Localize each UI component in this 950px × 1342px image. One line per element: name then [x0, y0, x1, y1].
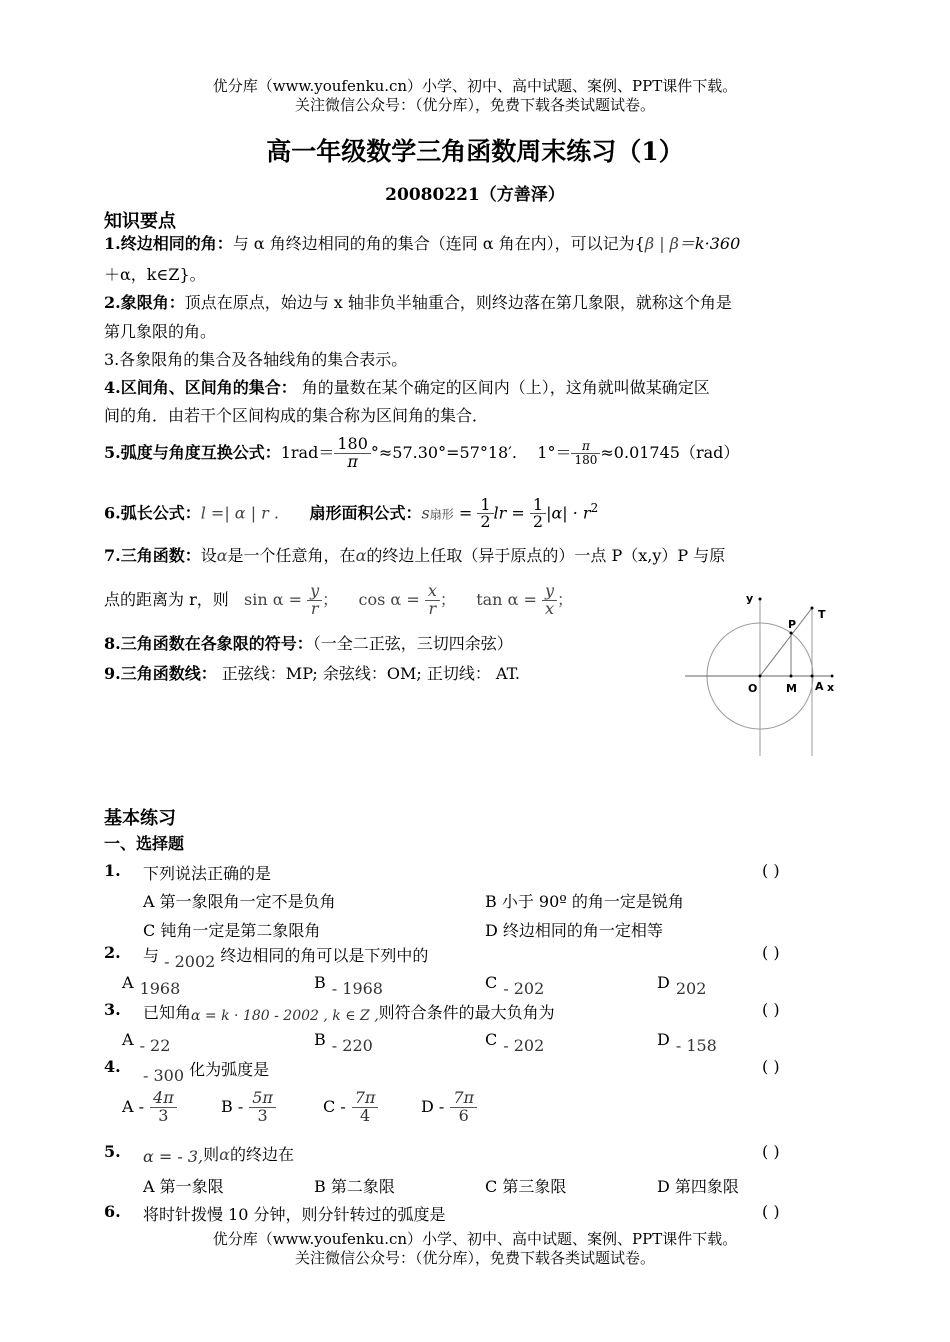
sector-s: s [421, 503, 430, 523]
q3-pre: 已知角 [143, 1003, 192, 1022]
cos-label: cos α = [358, 590, 425, 609]
semicolon: ； [557, 590, 574, 609]
x-point [831, 675, 834, 678]
frac-den: 3 [158, 1105, 169, 1125]
q4-option-c [323, 1090, 378, 1125]
fraction-y-x [542, 583, 557, 618]
opt-label: A - [122, 1096, 145, 1116]
q2-angle: - 2002 [164, 952, 216, 971]
q5-body-2: 的终边在 [229, 1145, 294, 1164]
q5-option-c: C 第三象限 [485, 1177, 567, 1196]
item-4-label: 4.区间角、区间角的集合： [104, 378, 297, 397]
q1-option-a: A 第一象限角一定不是负角 [143, 892, 336, 911]
q3-option-b [314, 1030, 373, 1055]
alpha-symbol: α [216, 546, 228, 565]
q2-answer-blank: ( ) [762, 943, 780, 962]
q5-option-a: A 第一象限 [143, 1177, 224, 1196]
opt-value: - 220 [331, 1036, 373, 1055]
point-t [811, 607, 814, 610]
frac-num: π [571, 440, 600, 454]
label-t: T [818, 608, 826, 621]
q5-body: 则 [203, 1145, 220, 1164]
label-m: M [786, 682, 797, 695]
frac-den: 4 [359, 1105, 371, 1125]
fraction-half-2 [530, 494, 546, 532]
footer-line-2: 关注微信公众号：（优分库），免费下载各类试题试卷。 [294, 1249, 655, 1267]
fraction-180-pi [334, 436, 371, 471]
frac-num: 1 [477, 497, 493, 515]
opt-label: A [122, 973, 134, 992]
point-m [790, 675, 793, 678]
cos-formula [358, 581, 456, 618]
knowledge-item-5 [104, 436, 739, 471]
q5-number: 5. [104, 1142, 121, 1161]
opt-label: B - [221, 1096, 244, 1116]
opt-value: - 22 [139, 1036, 171, 1055]
item-9-text: 正弦线：MP; 余弦线：OM; 正切线： AT. [216, 664, 521, 683]
q1-option-d: D 终边相同的角一定相等 [485, 921, 663, 940]
opt-value: 1968 [139, 979, 181, 998]
q4-option-d [421, 1090, 477, 1125]
opt-fraction [249, 1090, 276, 1125]
knowledge-item-7 [104, 544, 725, 568]
opt-fraction [450, 1090, 477, 1125]
item-5-label: 5.弧度与角度互换公式： [104, 442, 281, 462]
item-8-label: 8.三角函数在各象限的符号： [104, 634, 313, 653]
item-6-label: 6.弧长公式： [104, 503, 201, 523]
knowledge-item-3: 3.各象限角的集合及各轴线角的集合表示。 [104, 350, 408, 369]
sector-subscript: 扇形 [429, 507, 454, 522]
point-o [759, 675, 762, 678]
opt-value: - 1968 [331, 979, 383, 998]
item-7-text: 设 [200, 546, 217, 565]
label-y: y [746, 592, 754, 605]
fraction-pi-180 [571, 440, 600, 466]
item-1-set: β | β [644, 234, 679, 253]
opt-label: B [314, 1030, 326, 1049]
arc-length-formula: l =| α | r . [200, 503, 279, 523]
opt-label: A [122, 1030, 134, 1049]
item-8-text: （一全二正弦，三切四余弦） [312, 634, 513, 653]
frac-num: y [542, 583, 557, 601]
opt-value: - 202 [503, 1036, 545, 1055]
opt-label: B [314, 973, 326, 992]
fraction-x-r [425, 583, 440, 618]
frac-num: 5π [249, 1090, 276, 1108]
q2-option-d [657, 973, 707, 998]
frac-den: x [544, 599, 554, 618]
item-5-deg: °≈57.30°=57°18′. [370, 442, 517, 462]
knowledge-item-2-cont: 第几象限的角。 [104, 322, 217, 341]
q1-text: 下列说法正确的是 [143, 864, 272, 883]
frac-num: 1 [530, 497, 546, 515]
item-6-label-2: 扇形面积公式： [309, 503, 422, 523]
q2-option-a [122, 973, 181, 998]
frac-den: π [347, 451, 358, 471]
q6-answer-blank: ( ) [762, 1202, 780, 1221]
tan-formula [476, 581, 574, 618]
header-line-2: 关注微信公众号：（优分库），免费下载各类试题试卷。 [294, 96, 655, 114]
frac-den: 2 [480, 512, 491, 532]
q4-answer-blank: ( ) [762, 1057, 780, 1076]
knowledge-item-7-cont [104, 580, 573, 620]
alpha-symbol: α [355, 546, 367, 565]
item-5-rad: 1rad＝ [280, 442, 335, 462]
q3-text [143, 1000, 555, 1023]
q4-text [143, 1057, 270, 1085]
item-1-text: 与 α 角终边相同的角的集合（连同 α 角在内），可以记为{ [232, 234, 645, 253]
practice-heading: 基本练习 [104, 808, 176, 829]
q1-answer-blank: ( ) [762, 861, 780, 880]
frac-num: 7π [352, 1090, 379, 1108]
item-7-label: 7.三角函数： [104, 546, 201, 565]
item-1-eq: ＝k·360 [678, 234, 741, 253]
q5-answer-blank: ( ) [762, 1142, 780, 1161]
q3-option-c [485, 1030, 545, 1055]
q3-body: 则符合条件的最大负角为 [378, 1003, 555, 1022]
item-7-cont-text: 点的距离为 r，则 [104, 590, 229, 609]
frac-num: 4π [150, 1090, 177, 1108]
knowledge-item-4-cont: 间的角．由若干个区间构成的集合称为区间角的集合． [104, 406, 489, 425]
frac-num: 7π [450, 1090, 477, 1108]
q4-angle: - 300 [143, 1066, 185, 1085]
label-o: O [748, 682, 758, 695]
q4-option-b [221, 1090, 276, 1125]
frac-num: 180 [334, 436, 371, 454]
sin-formula [244, 581, 339, 618]
semicolon: ； [439, 590, 456, 609]
unit-circle-diagram [680, 588, 850, 760]
q2-pre: 与 [143, 946, 160, 965]
page-subtitle: 20080221（方善泽） [385, 185, 565, 205]
point-p [790, 632, 793, 635]
opt-value: - 158 [675, 1036, 717, 1055]
terminal-side [760, 608, 812, 676]
q1-option-c: C 钝角一定是第二象限角 [143, 921, 321, 940]
q1-number: 1. [104, 861, 121, 880]
opt-value: 202 [675, 979, 707, 998]
opt-label: D - [421, 1096, 445, 1116]
knowledge-item-1 [104, 232, 740, 256]
knowledge-item-4 [104, 376, 710, 400]
label-a: A [815, 680, 824, 693]
sector-eq: = [453, 503, 478, 523]
frac-num: y [307, 583, 322, 601]
y-point [759, 598, 762, 601]
footer-line-1: 优分库（www.youfenku.cn）小学、初中、高中试题、案例、PPT课件下载。 [212, 1230, 738, 1248]
opt-fraction [150, 1090, 177, 1125]
q5-formula: α = - 3, [143, 1147, 204, 1166]
sector-lr: lr = [493, 503, 530, 523]
q6-number: 6. [104, 1202, 121, 1221]
fraction-half-1 [477, 494, 493, 532]
q5-option-d: D 第四象限 [657, 1177, 739, 1196]
item-7-text-3: 的终边上任取（异于原点的）一点 P（x,y）P 与原 [366, 546, 726, 565]
sector-square: 2 [590, 501, 599, 515]
header-line-1: 优分库（www.youfenku.cn）小学、初中、高中试题、案例、PPT课件下载。 [212, 77, 738, 95]
q3-option-d [657, 1030, 717, 1055]
q1-option-b: B 小于 90º 的角一定是锐角 [485, 892, 684, 911]
item-5-one-deg: 1°＝ [537, 442, 572, 462]
frac-den: 3 [257, 1105, 268, 1125]
frac-den: 180 [574, 452, 598, 467]
opt-label: D [657, 973, 670, 992]
semicolon: ； [322, 590, 339, 609]
opt-fraction [352, 1090, 379, 1125]
q6-text: 将时针拨慢 10 分钟，则分针转过的弧度是 [143, 1205, 446, 1224]
item-4-text: 角的量数在某个确定的区间内（上），这角就叫做某确定区 [296, 378, 710, 397]
q3-answer-blank: ( ) [762, 1000, 780, 1019]
frac-den: 2 [532, 512, 544, 532]
knowledge-item-8 [104, 632, 513, 656]
item-7-text-2: 是一个任意角，在 [227, 546, 356, 565]
item-2-text: 顶点在原点，始边与 x 轴非负半轴重合，则终边落在第几象限，就称这个角是 [184, 293, 732, 312]
opt-label: D [657, 1030, 670, 1049]
q3-option-a [122, 1030, 171, 1055]
item-9-label: 9.三角函数线： [104, 664, 217, 683]
frac-den: r [310, 599, 319, 618]
alpha-symbol: α [219, 1145, 230, 1164]
fraction-y-r [307, 583, 322, 618]
q4-number: 4. [104, 1057, 121, 1076]
point-a [811, 675, 814, 678]
item-5-value: ≈0.01745（rad） [600, 442, 740, 462]
knowledge-item-9 [104, 662, 520, 686]
q5-option-b: B 第二象限 [314, 1177, 395, 1196]
q2-body: 终边相同的角可以是下列中的 [220, 946, 429, 965]
item-2-label: 2.象限角： [104, 293, 185, 312]
label-p: P [788, 618, 797, 631]
knowledge-item-6 [104, 496, 598, 531]
knowledge-heading: 知识要点 [104, 211, 176, 232]
sector-tail: |α| · r [546, 503, 591, 523]
tan-label: tan α = [476, 590, 542, 609]
q2-option-b [314, 973, 383, 998]
q4-body: 化为弧度是 [189, 1060, 270, 1079]
q4-option-a [122, 1090, 177, 1125]
knowledge-item-1-cont: ＋α，k∈Z}。 [104, 265, 206, 284]
section-choice: 一、选择题 [104, 834, 185, 853]
q2-text [143, 943, 429, 971]
page-title: 高一年级数学三角函数周末练习（1） [266, 137, 684, 166]
opt-value: - 202 [503, 979, 545, 998]
q2-option-c [485, 973, 545, 998]
q5-text [143, 1142, 294, 1165]
frac-num: x [425, 583, 440, 601]
item-1-label: 1.终边相同的角： [104, 234, 233, 253]
frac-den: r [428, 599, 437, 618]
opt-label: C - [323, 1096, 346, 1116]
q3-formula: α = k · 180 - 2002 , k ∈ Z , [191, 1008, 379, 1024]
label-x: x [827, 681, 835, 694]
knowledge-item-2 [104, 291, 732, 315]
sin-label: sin α = [244, 590, 308, 609]
q2-number: 2. [104, 943, 121, 962]
opt-label: C [485, 1030, 498, 1049]
opt-label: C [485, 973, 498, 992]
q3-number: 3. [104, 1000, 121, 1019]
frac-den: 6 [458, 1105, 469, 1125]
